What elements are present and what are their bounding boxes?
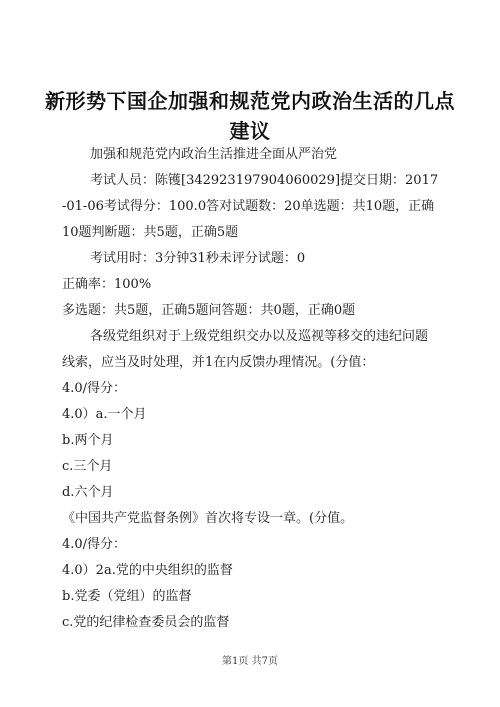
paragraph-multiple-choice: 多选题：共5题，正确5题问答题：共0题，正确0题 — [62, 303, 356, 318]
paragraph-accuracy: 正确率：100% — [62, 277, 152, 292]
paragraph-question-1: 各级党组织对于上级党组织交办以及巡视等移交的违纪问题线索，应当及时处理，并1在内反馈办理情况。(分值： — [62, 329, 429, 370]
paragraph-score-2: 4.0/得分： — [62, 537, 127, 552]
paragraph-question-2: 《中国共产党监督条例》首次将专设一章。(分值。 — [62, 511, 354, 526]
paragraph-exam-time: 考试用时：3分钟31秒未评分试题：0 — [90, 251, 306, 266]
paragraph-option-a-1: 4.0）a.一个月 — [62, 407, 147, 422]
document-title: 新形势下国企加强和规范党内政治生活的几点建议 — [45, 89, 455, 143]
paragraph-score-1: 4.0/得分： — [62, 381, 127, 396]
paragraph-option-d-1: d.六个月 — [62, 485, 114, 500]
paragraph-option-c-2: c.党的纪律检查委员会的监督 — [62, 615, 230, 630]
paragraph-option-c-1: c.三个月 — [62, 459, 113, 474]
document-body — [62, 142, 440, 636]
page-footer: 第1页 共7页 — [222, 656, 278, 667]
paragraph-option-a-2: 4.0）2a.党的中央组织的监督 — [62, 563, 233, 578]
paragraph-option-b-1: b.两个月 — [62, 433, 114, 448]
paragraph-exam-info: 考试人员：陈镬[342923197904060029]提交日期：2017-01-06考试得分：100.0答对试题数：20单选题：共10题，正确10题判断题：共5题，正确5题 — [62, 173, 439, 240]
paragraph-option-b-2: b.党委（党组）的监督 — [62, 589, 192, 604]
paragraph-subtitle: 加强和规范党内政治生活推进全面从严治党 — [90, 147, 338, 162]
